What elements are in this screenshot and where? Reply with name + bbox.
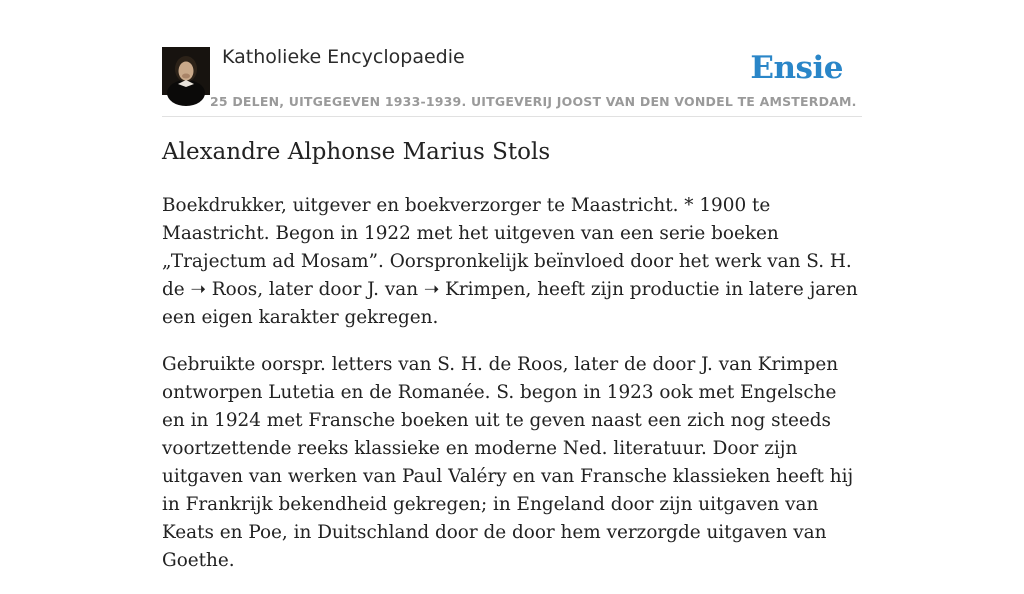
brand-logo[interactable]: Ensie [750, 50, 843, 86]
crossref-link-roos[interactable]: ➝ Roos [190, 279, 258, 300]
article-title: Alexandre Alphonse Marius Stols [162, 139, 551, 165]
source-title-link[interactable]: Katholieke Encyclopaedie [222, 46, 465, 68]
crossref-link-krimpen[interactable]: ➝ Krimpen [423, 279, 526, 300]
article-paragraph [162, 192, 862, 332]
source-header [162, 46, 862, 117]
article-body [162, 192, 862, 594]
paragraph-text: Boekdrukker, uitgever en boekverzorger te Maastricht. * 1900 te Maastricht. Begon in 1922 met het uitgeven van een serie boeken „Trajectum ad Mosam”. Oorspronkelijk beïnvloed door het werk van S. H. de [162, 195, 852, 300]
paragraph-text: , later door J. van [257, 279, 424, 300]
paragraph-text: , heeft zijn productie in latere jaren een eigen karakter gekregen. [162, 279, 858, 328]
source-subtitle: 25 DELEN, UITGEGEVEN 1933-1939. UITGEVERIJ JOOST VAN DEN VONDEL TE AMSTERDAM. [210, 94, 857, 109]
article-paragraph: Gebruikte oorspr. letters van S. H. de Roos, later de door J. van Krimpen ontworpen Lutetia en de Romanée. S. begon in 1923 ook met Engelsche en in 1924 met Fransche boeken uit te geven naast een zich nog steeds voortzettende reeks klassieke en moderne Ned. literatuur. Door zijn uitgaven van werken van Paul Valéry en van Fransche klassieken heeft hij in Frankrijk bekendheid gekregen; in Engeland door zijn uitgaven van Keats en Poe, in Duitschland door de door hem verzorgde uitgaven van Goethe. [162, 354, 854, 571]
portrait-image [162, 47, 210, 95]
source-avatar[interactable] [162, 47, 210, 95]
